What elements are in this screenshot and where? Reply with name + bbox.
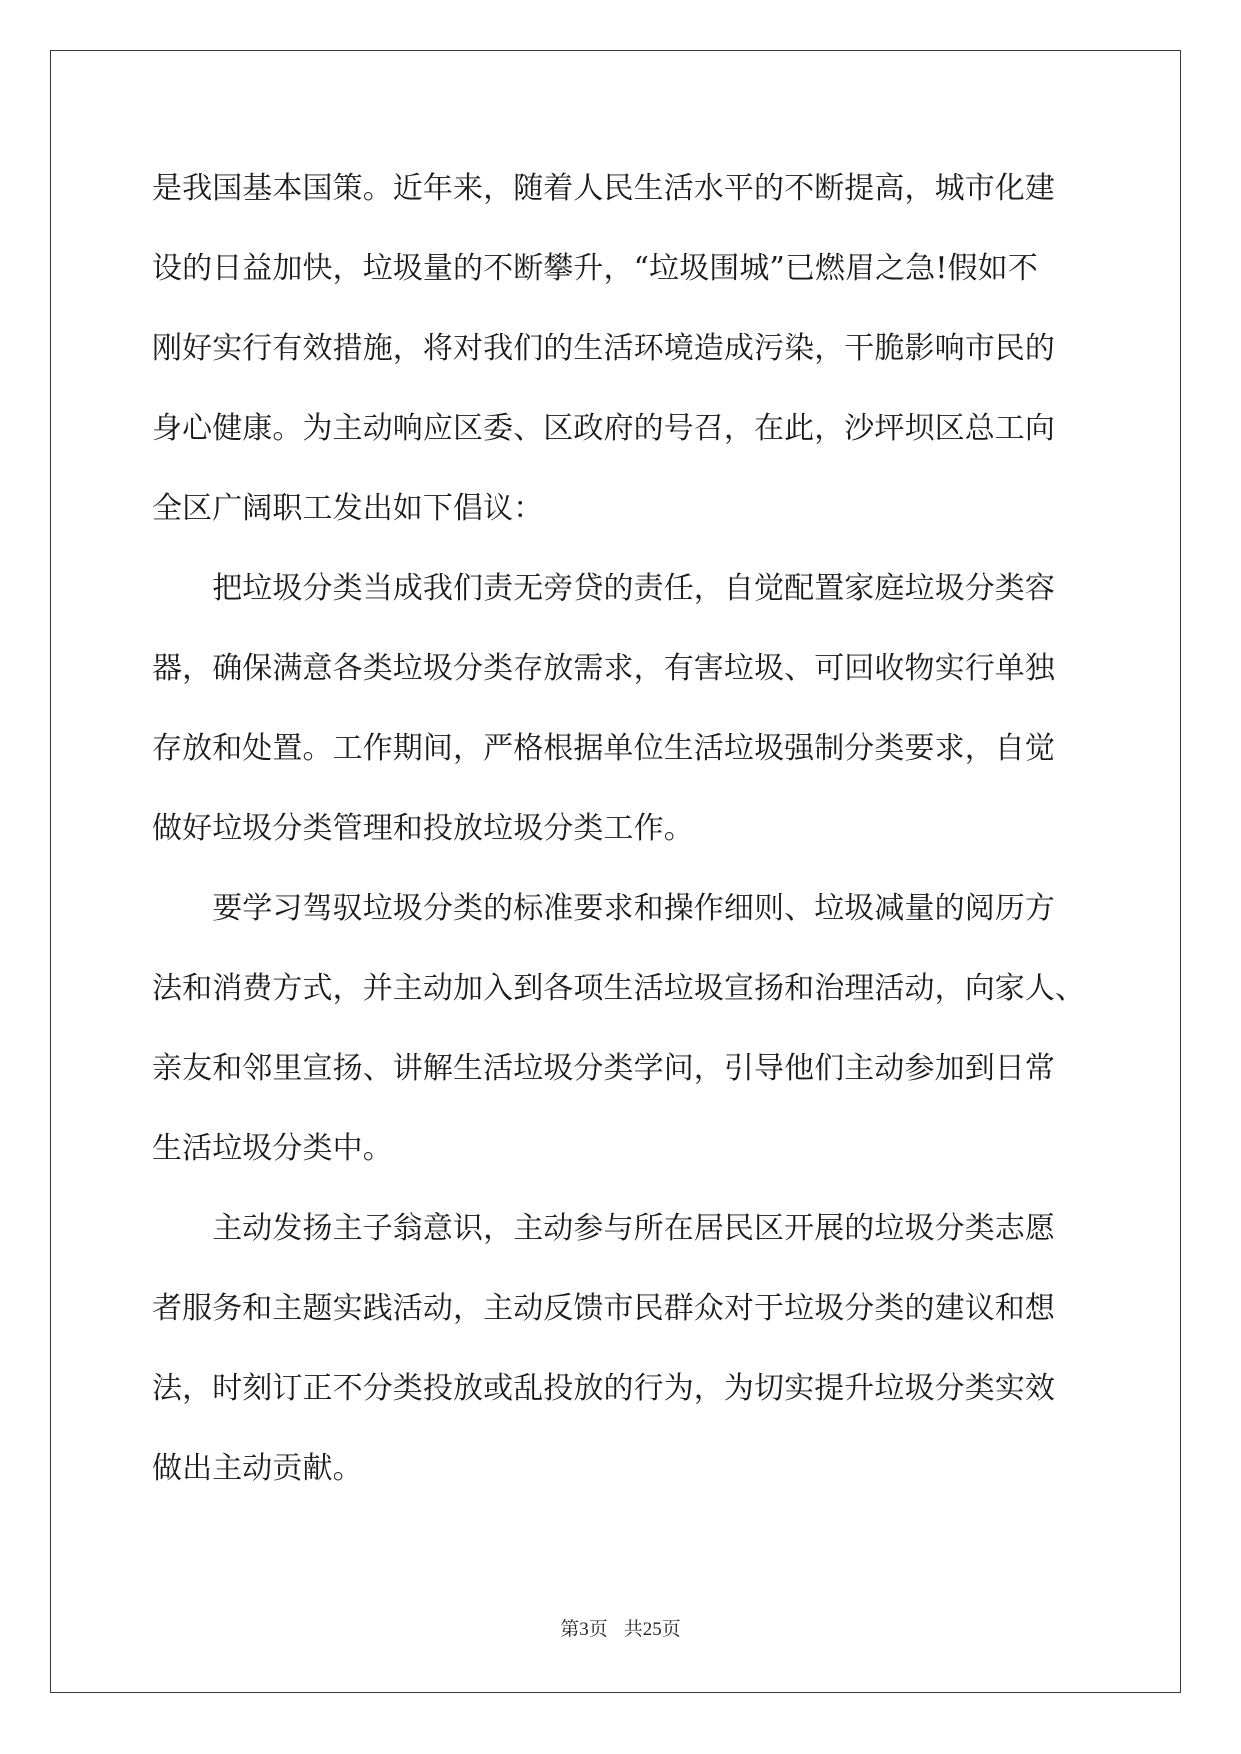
text-line: 要学习驾驭垃圾分类的标准要求和操作细则、垃圾减量的阅历方	[152, 891, 1055, 926]
text-line: 全区广阔职工发出如下倡议：	[152, 491, 544, 526]
text-line: 生活垃圾分类中。	[152, 1131, 393, 1166]
text-line: 主动发扬主子翁意识，主动参与所在居民区开展的垃圾分类志愿	[152, 1211, 1055, 1246]
text-line: 者服务和主题实践活动，主动反馈市民群众对于垃圾分类的建议和想	[152, 1291, 1055, 1326]
text-line: 做出主动贡献。	[152, 1451, 363, 1486]
document-body	[152, 160, 1092, 1520]
page-number: 第3页	[560, 1619, 608, 1640]
page-total: 共25页	[623, 1619, 681, 1640]
page-footer	[0, 1614, 1241, 1641]
text-line: 做好垃圾分类管理和投放垃圾分类工作。	[152, 811, 694, 846]
text-line: 是我国基本国策。近年来，随着人民生活水平的不断提高，城市化建	[152, 171, 1055, 206]
text-line: 身心健康。为主动响应区委、区政府的号召，在此，沙坪坝区总工向	[152, 411, 1055, 446]
text-line: 法，时刻订正不分类投放或乱投放的行为，为切实提升垃圾分类实效	[152, 1371, 1055, 1406]
text-line: 把垃圾分类当成我们责无旁贷的责任，自觉配置家庭垃圾分类容	[152, 571, 1055, 606]
text-line: 设的日益加快，垃圾量的不断攀升，“垃圾围城”已燃眉之急!假如不	[152, 251, 1038, 286]
text-line: 刚好实行有效措施，将对我们的生活环境造成污染，干脆影响市民的	[152, 331, 1055, 366]
text-line: 法和消费方式，并主动加入到各项生活垃圾宣扬和治理活动，向家人、	[152, 971, 1086, 1006]
text-line: 器，确保满意各类垃圾分类存放需求，有害垃圾、可回收物实行单独	[152, 651, 1055, 686]
text-line: 亲友和邻里宣扬、讲解生活垃圾分类学问，引导他们主动参加到日常	[152, 1051, 1055, 1086]
text-line: 存放和处置。工作期间，严格根据单位生活垃圾强制分类要求，自觉	[152, 731, 1055, 766]
